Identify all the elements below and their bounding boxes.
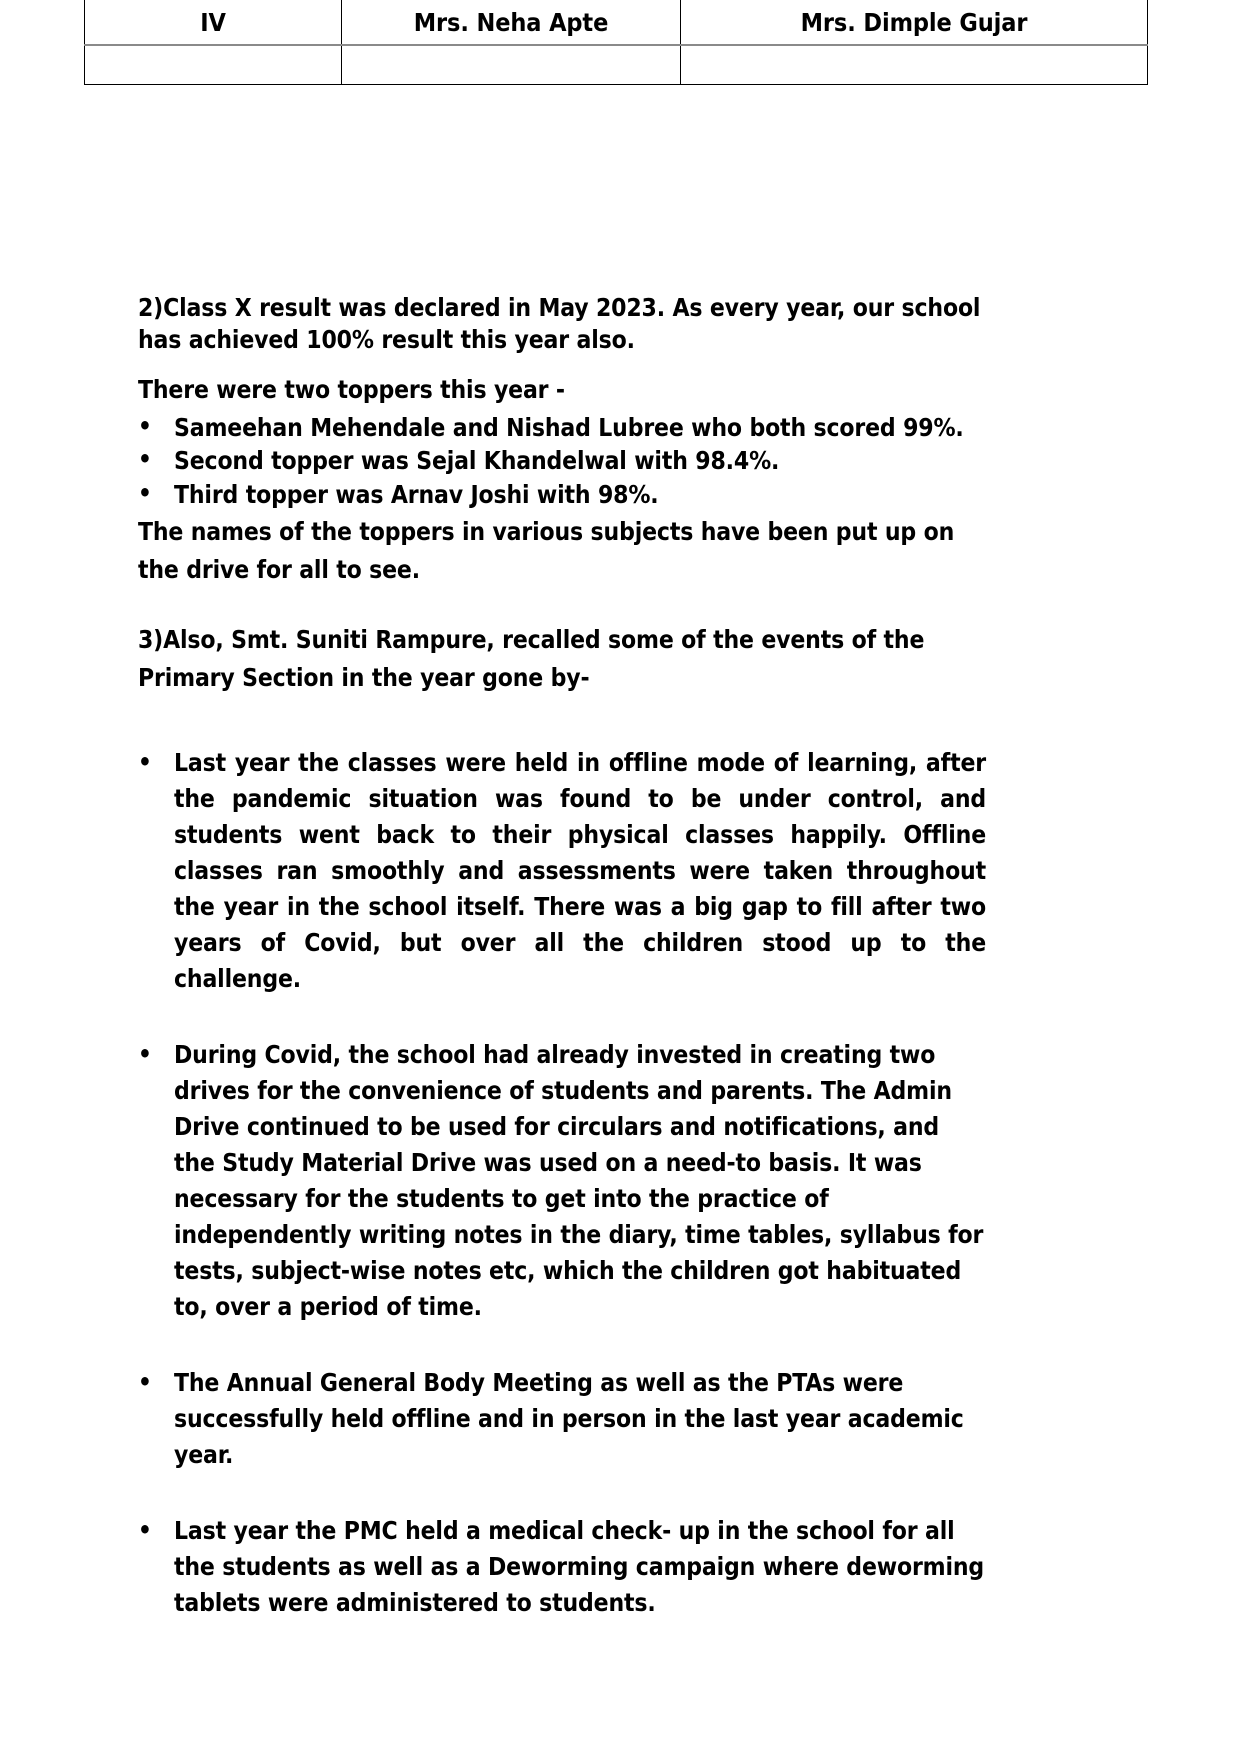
table-row — [85, 0, 1148, 45]
class-teacher-table — [84, 0, 1148, 85]
document-body — [138, 292, 986, 1621]
table-cell-teacher1: Mrs. Neha Apte — [342, 0, 681, 45]
list-item: • Sameehan Mehendale and Nishad Lubree who both scored 99%. — [138, 412, 986, 444]
table-cell-class — [85, 45, 342, 85]
list-item: • The Annual General Body Meeting as well as the PTAs were successfully held offline and in person in the last year academic year. — [138, 1365, 986, 1473]
section3-intro-paragraph: 3)Also, Smt. Suniti Rampure, recalled some of the events of the Primary Section in the year gone by- — [138, 625, 925, 692]
section2-toppers-list — [138, 412, 986, 512]
paragraph-spacer — [138, 607, 986, 621]
table-row — [85, 45, 1148, 85]
table-cell-teacher2 — [681, 45, 1148, 85]
list-item: • Last year the PMC held a medical check- up in the school for all the students as well as a Deworming campaign where deworming tablets were administered to students. — [138, 1513, 986, 1621]
section3-events-list — [138, 745, 986, 1621]
section2-intro-paragraph: 2)Class X result was declared in May 2023. As every year, our school has achieved 100% result this year also. — [138, 293, 981, 354]
paragraph-spacer — [138, 715, 986, 745]
table-cell-class: IV — [85, 0, 342, 45]
list-item: • During Covid, the school had already invested in creating two drives for the convenience of students and parents. The Admin Drive continued to be used for circulars and notifications, and the Study Material Drive was used on a need-to basis. It was necessary for the students to get into the practice of independently writing notes in the diary, time tables, syllabus for tests, subject-wise notes etc, which the children got habituated to, over a period of time. — [138, 1037, 986, 1325]
list-item: • Second topper was Sejal Khandelwal with 98.4%. — [138, 445, 986, 477]
list-item: • Third topper was Arnav Joshi with 98%. — [138, 479, 986, 511]
list-item: • Last year the classes were held in offline mode of learning, after the pandemic situation was found to be under control, and students went back to their physical classes happily. Offline classes ran smoothly and assessments were taken throughout the year in the school itself. There was a big gap to fill after two years of Covid, but over all the children stood up to the challenge. — [138, 745, 986, 997]
table-cell-teacher1 — [342, 45, 681, 85]
section2-toppers-lead: There were two toppers this year - — [138, 374, 565, 404]
table-cell-teacher2: Mrs. Dimple Gujar — [681, 0, 1148, 45]
class-teacher-table-wrapper — [84, 0, 1120, 85]
section2-closing-paragraph: The names of the toppers in various subjects have been put up on the drive for all to see. — [138, 517, 955, 585]
